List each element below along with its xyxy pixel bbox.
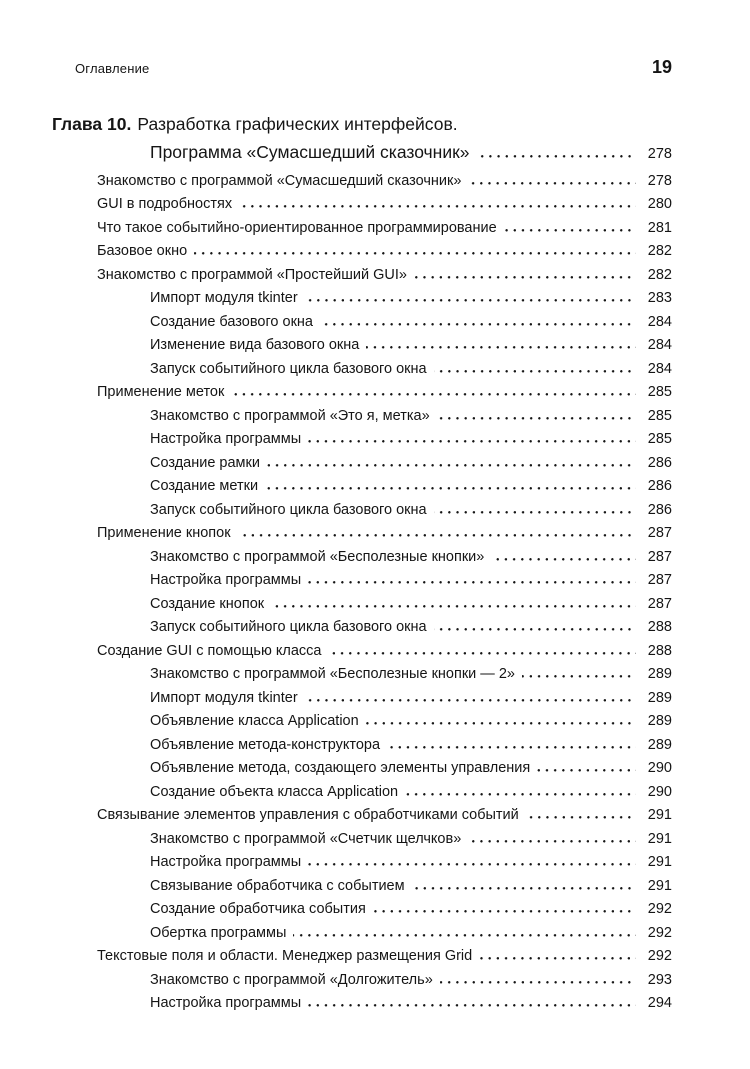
chapter-subtitle-row: [52, 138, 672, 167]
toc-entry-page: 285: [647, 431, 672, 447]
toc-entry: [52, 569, 672, 593]
toc-entry-title: Создание рамки: [150, 454, 260, 471]
toc-entry-page: 283: [647, 290, 672, 306]
toc-entry-title: Знакомство с программой «Долгожитель»: [150, 971, 433, 988]
toc-entry: [52, 475, 672, 499]
toc-entry: [52, 945, 672, 969]
toc-entry-page: 290: [647, 760, 672, 776]
toc-entry-page: 286: [647, 501, 672, 518]
dot-leader: [239, 205, 636, 208]
toc-entry-title: Связывание обработчика с событием: [150, 877, 405, 894]
toc-entry: [52, 804, 672, 828]
dot-leader: [526, 816, 636, 819]
toc-entry: [52, 969, 672, 993]
dot-leader: [366, 722, 636, 725]
toc-entry: [52, 264, 672, 288]
toc-entry: [52, 193, 672, 217]
toc-entry-title: Импорт модуля tkinter: [150, 689, 298, 706]
toc-entry-page: 285: [647, 384, 672, 400]
dot-leader: [267, 464, 636, 467]
dot-leader: [414, 276, 636, 279]
dot-leader: [504, 229, 636, 232]
toc-entry: [52, 875, 672, 899]
toc-entry-title: Изменение вида базового окна: [150, 337, 360, 353]
dot-leader: [412, 887, 636, 890]
dot-leader: [293, 934, 636, 937]
toc-entry-page: 282: [647, 243, 672, 259]
toc-entry-page: 291: [647, 877, 672, 894]
toc-entry-page: 289: [647, 689, 672, 706]
dot-leader: [405, 793, 636, 796]
toc-entry: [52, 546, 672, 570]
toc-entry-page: 287: [647, 525, 672, 541]
toc-entry-title: Объявление класса Application: [150, 713, 359, 729]
toc-entry-page: 289: [647, 713, 672, 729]
toc-entry: [52, 687, 672, 711]
toc-entry: [52, 334, 672, 358]
toc-entry-title: Запуск событийного цикла базового окна: [150, 619, 427, 635]
toc-entry: [52, 757, 672, 781]
chapter-subtitle: Программа «Сумасшедший сказочник»: [150, 142, 470, 162]
toc-entry: [52, 522, 672, 546]
toc-entry-title: Знакомство с программой «Счетчик щелчков»: [150, 830, 462, 847]
toc-entry-page: 294: [647, 995, 672, 1011]
toc-entry-page: 289: [647, 736, 672, 753]
toc-entry: [52, 734, 672, 758]
toc-entry-title: Настройка программы: [150, 572, 302, 588]
page-number: 19: [651, 57, 672, 77]
toc-entry-page: 287: [647, 595, 672, 612]
toc-entry: [52, 217, 672, 241]
dot-leader: [373, 910, 636, 913]
chapter-page-number: 278: [647, 146, 672, 162]
toc-entry-title: GUI в подробностях: [97, 196, 233, 212]
dot-leader: [308, 581, 636, 584]
dot-leader: [434, 511, 636, 514]
page-header: [52, 57, 672, 78]
toc-entry: [52, 663, 672, 687]
toc-entry: [52, 287, 672, 311]
toc-entry-page: 290: [647, 783, 672, 800]
toc-entry-page: 287: [647, 548, 672, 565]
toc-entry-title: Настройка программы: [150, 854, 302, 870]
toc-entry-title: Объявление метода, создающего элементы управления: [150, 760, 531, 776]
toc-entry: [52, 640, 672, 664]
toc-entry: [52, 898, 672, 922]
toc-entry: [52, 992, 672, 1016]
dot-leader: [366, 346, 636, 349]
toc-entry: [52, 499, 672, 523]
toc-entry-page: 291: [647, 807, 672, 823]
toc-entry-title: Применение кнопок: [97, 525, 231, 541]
toc-entry-title: Знакомство с программой «Сумасшедший сказочник»: [97, 172, 462, 189]
dot-leader: [308, 1004, 636, 1007]
toc-entry: [52, 240, 672, 264]
toc-entry: [52, 358, 672, 382]
toc-entry-page: 292: [647, 924, 672, 941]
toc-entry-title: Применение меток: [97, 384, 225, 400]
toc-entry-title: Связывание элементов управления с обработчиками событий: [97, 807, 519, 823]
toc-entry-title: Что такое событийно-ориентированное программирование: [97, 219, 497, 236]
toc-entry-title: Настройка программы: [150, 431, 302, 447]
toc-list: [52, 170, 672, 1016]
toc-entry: [52, 428, 672, 452]
dot-leader: [231, 393, 636, 396]
toc-entry-title: Знакомство с программой «Это я, метка»: [150, 407, 430, 424]
dot-leader: [387, 746, 636, 749]
dot-leader: [437, 417, 636, 420]
toc-entry-title: Импорт модуля tkinter: [150, 290, 298, 306]
chapter-title: Разработка графических интерфейсов.: [137, 114, 458, 134]
dot-leader: [320, 323, 636, 326]
toc-entry-title: Базовое окно: [97, 243, 188, 259]
toc-entry-page: 285: [647, 407, 672, 424]
dot-leader: [434, 628, 636, 631]
toc-entry-title: Создание базового окна: [150, 313, 313, 330]
dot-leader: [305, 699, 636, 702]
toc-entry-page: 282: [647, 266, 672, 283]
toc-entry: [52, 781, 672, 805]
dot-leader: [238, 534, 636, 537]
toc-entry-title: Создание кнопок: [150, 595, 265, 612]
dot-leader: [265, 487, 636, 490]
toc-entry-title: Создание объекта класса Application: [150, 783, 399, 800]
toc-entry-page: 292: [647, 948, 672, 964]
toc-entry-title: Настройка программы: [150, 995, 302, 1011]
toc-entry-page: 284: [647, 313, 672, 330]
dot-leader: [522, 675, 636, 678]
dot-leader: [537, 769, 636, 772]
toc-entry-title: Создание GUI с помощью класса: [97, 642, 322, 659]
toc-entry-title: Объявление метода-конструктора: [150, 736, 381, 753]
toc-entry: [52, 710, 672, 734]
toc-entry-title: Создание метки: [150, 478, 259, 494]
chapter-title-line: [52, 110, 672, 138]
toc-entry-title: Обертка программы: [150, 924, 287, 941]
toc-entry: [52, 381, 672, 405]
toc-entry-page: 288: [647, 642, 672, 659]
dot-leader: [271, 605, 636, 608]
toc-entry: [52, 452, 672, 476]
toc-entry-page: 293: [647, 971, 672, 988]
toc-entry: [52, 922, 672, 946]
chapter-label: Глава 10.: [52, 114, 132, 134]
dot-leader: [308, 863, 636, 866]
toc-entry-title: Знакомство с программой «Бесполезные кнопки — 2»: [150, 666, 515, 682]
toc-entry-title: Запуск событийного цикла базового окна: [150, 360, 427, 377]
toc-entry-page: 286: [647, 478, 672, 494]
toc-entry-page: 286: [647, 454, 672, 471]
toc-entry-page: 288: [647, 619, 672, 635]
dot-leader: [194, 252, 636, 255]
toc-entry-page: 280: [647, 196, 672, 212]
toc-entry-page: 284: [647, 360, 672, 377]
toc-entry-page: 291: [647, 854, 672, 870]
dot-leader: [477, 155, 637, 158]
toc-entry-page: 287: [647, 572, 672, 588]
dot-leader: [468, 840, 636, 843]
toc-entry: [52, 170, 672, 194]
dot-leader: [328, 652, 636, 655]
dot-leader: [440, 981, 636, 984]
toc-entry-page: 284: [647, 337, 672, 353]
toc-entry-page: 289: [647, 666, 672, 682]
toc-entry-page: 281: [647, 219, 672, 236]
dot-leader: [308, 440, 636, 443]
toc-entry-page: 278: [647, 172, 672, 189]
running-title: Оглавление: [75, 61, 150, 76]
toc-entry: [52, 828, 672, 852]
toc-entry-title: Запуск событийного цикла базового окна: [150, 501, 427, 518]
toc-entry-title: Текстовые поля и области. Менеджер размещения Grid: [97, 948, 473, 964]
toc-entry-title: Знакомство с программой «Простейший GUI»: [97, 266, 407, 283]
dot-leader: [468, 182, 636, 185]
toc-entry: [52, 405, 672, 429]
toc-entry: [52, 616, 672, 640]
dot-leader: [305, 299, 636, 302]
toc-entry-page: 292: [647, 901, 672, 917]
toc-entry: [52, 851, 672, 875]
chapter-heading: [52, 110, 672, 167]
dot-leader: [479, 957, 636, 960]
toc-entry: [52, 311, 672, 335]
dot-leader: [491, 558, 636, 561]
dot-leader: [434, 370, 636, 373]
toc-entry: [52, 593, 672, 617]
toc-entry-page: 291: [647, 830, 672, 847]
toc-entry-title: Создание обработчика события: [150, 901, 366, 917]
toc-entry-title: Знакомство с программой «Бесполезные кнопки»: [150, 548, 485, 565]
